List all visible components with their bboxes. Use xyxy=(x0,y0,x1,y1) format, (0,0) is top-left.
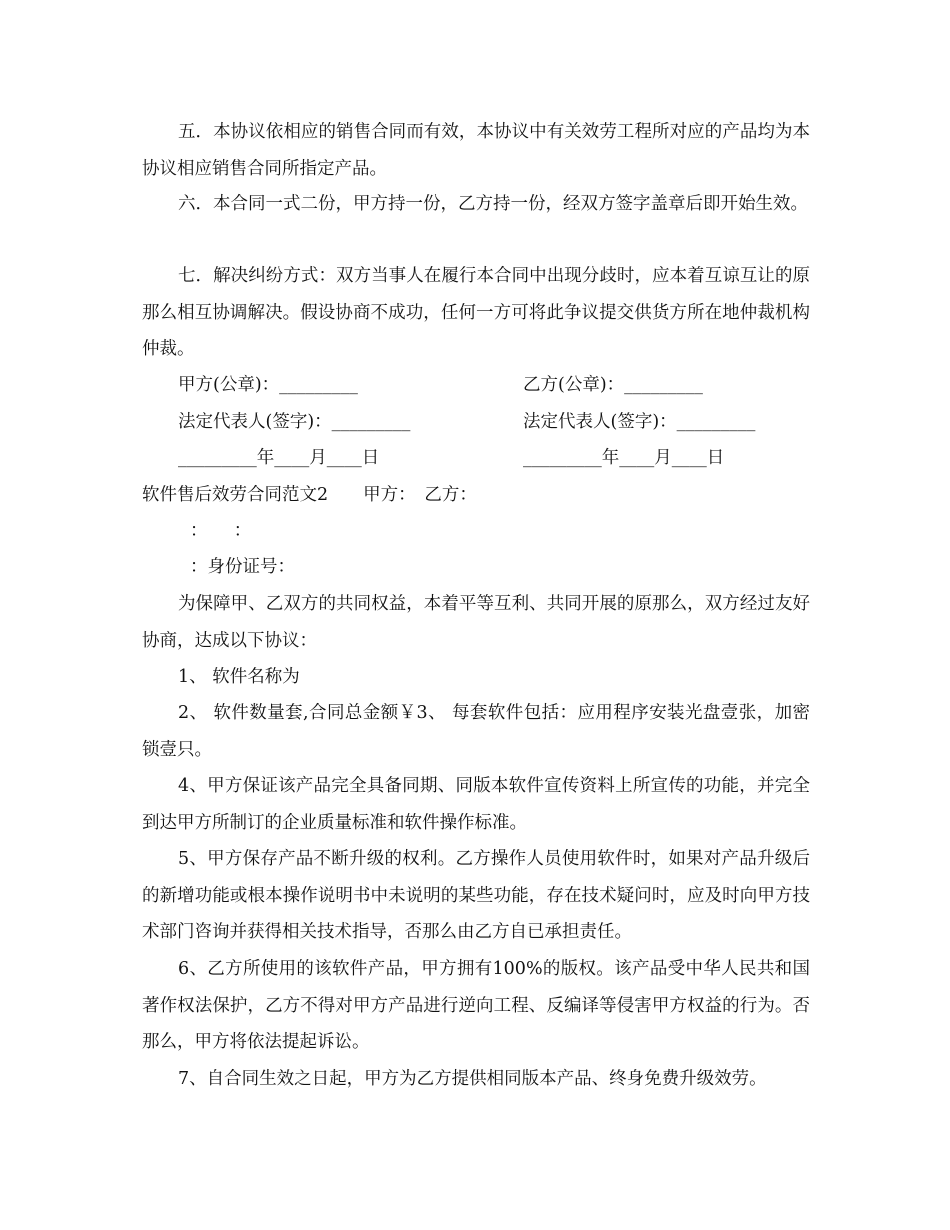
clause-six: 六．本合同一式二份，甲方持一份，乙方持一份，经双方签字盖章后即开始生效。 xyxy=(178,194,808,214)
party-b-representative: 法定代表人(签字)：_________ xyxy=(523,412,756,432)
item-1: 1、 软件名称为 xyxy=(178,667,300,687)
item-2: 2、 软件数量套,合同总金额￥3、 每套软件包括：应用程序安装光盘壹张，加密锁壹只。 xyxy=(142,703,810,760)
party-b-seal: 乙方(公章)：_________ xyxy=(523,375,703,395)
clause-five: 五．本协议依相应的销售合同而有效，本协议中有关效劳工程所对应的产品均为本协议相应销售合同所指定产品。 xyxy=(142,122,810,179)
item-5: 5、甲方保存产品不断升级的权利。乙方操作人员使用软件时，如果对产品升级后的新增功能或根本操作说明书中未说明的某些功能，存在技术疑问时，应及时向甲方技术部门咨询并获得相关技术指导，否那么由乙方自已承担责任。 xyxy=(142,849,810,943)
item-4: 4、甲方保证该产品完全具备同期、同版本软件宣传资料上所宣传的功能，并完全到达甲方所制订的企业质量标准和软件操作标准。 xyxy=(142,776,810,833)
item-7: 7、自合同生效之日起，甲方为乙方提供相同版本产品、终身免费升级效劳。 xyxy=(178,1069,767,1089)
item-6: 6、乙方所使用的该软件产品，甲方拥有100%的版权。该产品受中华人民共和国著作权法保护，乙方不得对甲方产品进行逆向工程、反编译等侵害甲方权益的行为。否那么，甲方将依法提起诉讼。 xyxy=(142,959,810,1053)
party-b-date: _________年____月____日 xyxy=(523,448,725,468)
second-contract-intro: 为保障甲、乙双方的共同权益，本着平等互利、共同开展的原那么，双方经过友好协商，达成以下协议： xyxy=(142,594,810,651)
party-a-seal: 甲方(公章)：_________ xyxy=(178,375,358,395)
party-a-representative: 法定代表人(签字)：_________ xyxy=(178,412,411,432)
second-contract-title: 软件售后效劳合同范文2 甲方： 乙方： xyxy=(142,485,477,505)
second-contract-id: ：身份证号： xyxy=(190,557,295,577)
clause-seven: 七．解决纠纷方式：双方当事人在履行本合同中出现分歧时，应本着互谅互让的原那么相互协调解决。假设协商不成功，任何一方可将此争议提交供货方所在地仲裁机构仲裁。 xyxy=(142,266,810,360)
second-contract-colons: ： ： xyxy=(190,521,252,541)
party-a-date: _________年____月____日 xyxy=(178,448,380,468)
